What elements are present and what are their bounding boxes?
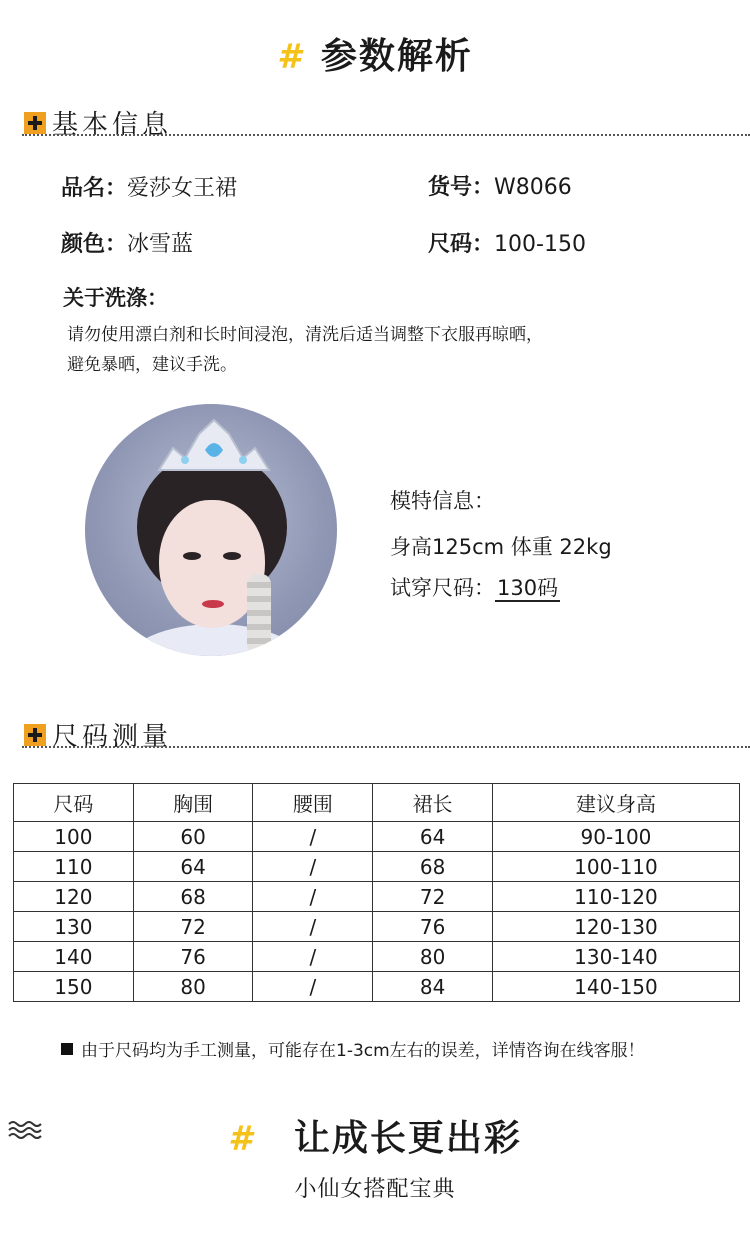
table-cell: / [253, 972, 373, 1002]
table-header-cell: 腰围 [253, 784, 373, 822]
model-try-size [390, 572, 560, 602]
crown-icon [155, 418, 273, 476]
table-cell: 150 [14, 972, 134, 1002]
table-cell: / [253, 942, 373, 972]
washing-text [67, 320, 627, 380]
table-cell: 76 [133, 942, 253, 972]
section-basic-info-title: 基本信息 [52, 110, 173, 140]
info-name [61, 171, 237, 202]
table-row [14, 972, 740, 1002]
table-cell: 64 [373, 822, 493, 852]
page-title-text: 参数解析 [320, 36, 473, 77]
info-color-label: 颜色： [61, 232, 128, 257]
table-cell: 72 [373, 882, 493, 912]
model-height-weight: 身高125cm 体重 22kg [390, 535, 612, 559]
table-cell: / [253, 822, 373, 852]
model-braid [247, 574, 271, 654]
info-color [61, 227, 193, 258]
divider [22, 746, 750, 748]
table-cell: / [253, 912, 373, 942]
info-sku-label: 货号： [428, 175, 495, 200]
washing-line-2: 避免暴晒，建议手洗。 [67, 355, 237, 375]
page-title [0, 28, 750, 79]
divider [22, 134, 750, 136]
table-cell: 80 [373, 942, 493, 972]
table-cell: 90-100 [492, 822, 739, 852]
washing-title: 关于洗涤： [63, 286, 168, 310]
model-try-value: 130码 [497, 576, 559, 600]
table-cell: 120-130 [492, 912, 739, 942]
washing-line-1: 请勿使用漂白剂和长时间浸泡，清洗后适当调整下衣服再晾晒， [67, 325, 543, 345]
table-cell: 120 [14, 882, 134, 912]
table-header-cell: 建议身高 [492, 784, 739, 822]
table-cell: 84 [373, 972, 493, 1002]
table-row [14, 852, 740, 882]
footer-subtitle: 小仙女搭配宝典 [294, 1177, 456, 1202]
table-row [14, 912, 740, 942]
model-info-title: 模特信息： [390, 489, 495, 513]
plus-icon [24, 724, 46, 746]
plus-icon [24, 112, 46, 134]
table-cell: 68 [133, 882, 253, 912]
table-header-cell: 尺码 [14, 784, 134, 822]
footer-title-text: 让成长更出彩 [293, 1118, 522, 1159]
section-measure-title: 尺码测量 [52, 722, 173, 752]
info-size-value: 100-150 [494, 232, 586, 257]
hash-icon: # [277, 37, 303, 77]
model-eye-right [223, 552, 241, 560]
size-table [13, 783, 740, 1002]
table-cell: 140-150 [492, 972, 739, 1002]
table-row [14, 942, 740, 972]
table-cell: 130 [14, 912, 134, 942]
table-cell: 100 [14, 822, 134, 852]
model-eye-left [183, 552, 201, 560]
info-size-label: 尺码： [428, 232, 495, 257]
table-cell: / [253, 882, 373, 912]
table-cell: 64 [133, 852, 253, 882]
table-cell: 110-120 [492, 882, 739, 912]
info-name-label: 品名： [61, 176, 128, 201]
table-header-cell: 胸围 [133, 784, 253, 822]
table-cell: 76 [373, 912, 493, 942]
table-row [14, 822, 740, 852]
info-color-value: 冰雪蓝 [127, 232, 194, 257]
table-cell: 80 [133, 972, 253, 1002]
info-sku-value: W8066 [494, 175, 572, 200]
table-cell: 68 [373, 852, 493, 882]
table-cell: / [253, 852, 373, 882]
measure-note [61, 1036, 645, 1061]
info-size [428, 227, 586, 258]
model-mouth [202, 600, 224, 608]
square-bullet-icon [61, 1043, 73, 1055]
table-cell: 72 [133, 912, 253, 942]
table-row [14, 882, 740, 912]
hash-icon: # [228, 1119, 254, 1159]
table-header-cell: 裙长 [373, 784, 493, 822]
table-cell: 100-110 [492, 852, 739, 882]
table-cell: 110 [14, 852, 134, 882]
table-cell: 60 [133, 822, 253, 852]
info-name-value: 爱莎女王裙 [127, 176, 238, 201]
model-photo [85, 404, 337, 656]
model-dress [125, 624, 305, 656]
footer-title [0, 1110, 750, 1161]
measure-note-text: 由于尺码均为手工测量，可能存在1-3cm左右的误差，详情咨询在线客服！ [81, 1041, 645, 1061]
table-header-row [14, 784, 740, 822]
model-try-label: 试穿尺码： [390, 576, 495, 600]
table-cell: 130-140 [492, 942, 739, 972]
info-sku [428, 170, 572, 201]
table-cell: 140 [14, 942, 134, 972]
